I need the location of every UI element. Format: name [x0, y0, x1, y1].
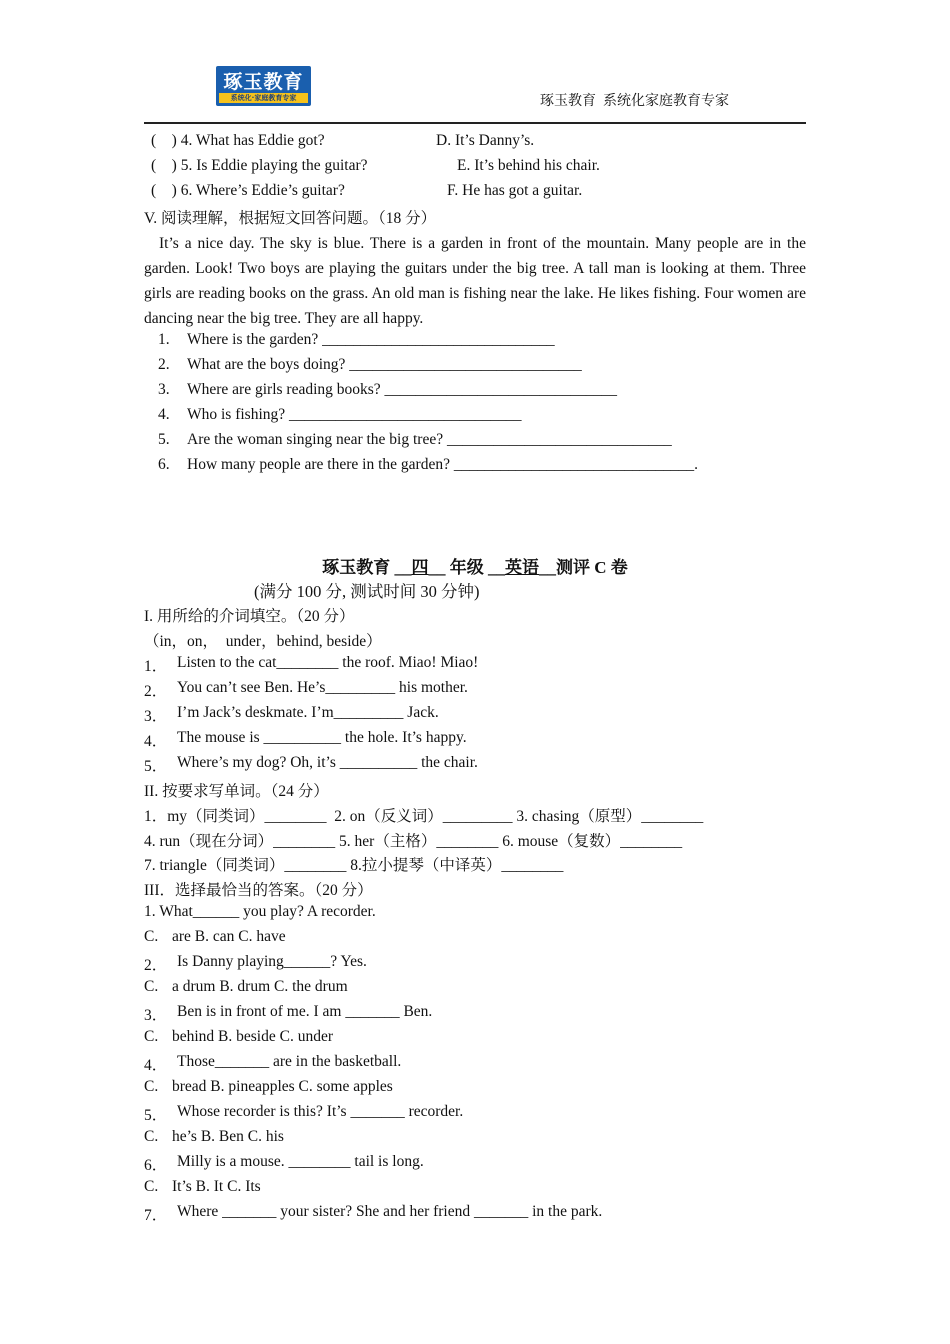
mc-line-text: 1. What______ you play? A recorder.: [144, 903, 376, 920]
section2-heading: II. 按要求写单词。（24 分）: [144, 783, 329, 800]
mc-line-label: C.: [144, 1128, 159, 1145]
grade-value: 四: [411, 558, 429, 577]
section3-heading: III．选择最恰当的答案。（20 分）: [144, 882, 373, 899]
mc-options: he’s B. Ben C. his: [172, 1128, 284, 1145]
match-question: ( ) 4. What has Eddie got?: [151, 132, 325, 149]
item-number: 5．: [144, 758, 168, 775]
mc-line-label: C.: [144, 1028, 159, 1045]
item-text: Listen to the cat________ the roof. Miao! Miao!: [177, 654, 479, 671]
item-number: 4．: [144, 733, 168, 750]
question-text: Where is the garden? ______________________________: [187, 331, 555, 348]
header-tagline: 琢玉教育 系统化家庭教育专家: [540, 94, 729, 109]
question-number: 1.: [158, 331, 170, 348]
reading-passage: It’s a nice day. The sky is blue. There is a garden in front of the mountain. Many people are in the garden. Look! Two boys are playing the guitars under the big tree. A tall man is looking at them. Three girls are reading books on the grass. An old man is fishing near the lake. He likes fishing. Four women are dancing near the big tree. They are all happy.: [144, 235, 806, 327]
word-task-line: 7. triangle（同类词）________ 8.拉小提琴（中译英）________: [144, 857, 564, 874]
word-task-line: 4. run（现在分词）________ 5. her（主格）________ 6. mouse（复数）________: [144, 833, 683, 850]
item-number: 1．: [144, 658, 168, 675]
mc-question: Whose recorder is this? It’s _______ recorder.: [177, 1103, 464, 1120]
mc-line-label: C.: [144, 1178, 159, 1195]
match-answer: F. He has got a guitar.: [447, 182, 583, 199]
item-text: The mouse is __________ the hole. It’s happy.: [177, 729, 467, 746]
mc-line-label: 2．: [144, 957, 168, 974]
question-number: 3.: [158, 381, 170, 398]
mc-line-label: 4．: [144, 1057, 168, 1074]
brand-logo: [216, 66, 311, 106]
mc-question: Milly is a mouse. ________ tail is long.: [177, 1153, 424, 1170]
reading-heading: V. 阅读理解，根据短文回答问题。（18 分）: [144, 210, 437, 227]
question-number: 5.: [158, 431, 170, 448]
mc-options: a drum B. drum C. the drum: [172, 978, 348, 995]
question-text: What are the boys doing? ______________________________: [187, 356, 582, 373]
item-number: 2．: [144, 683, 168, 700]
mc-line-label: C.: [144, 928, 159, 945]
section1-heading: I. 用所给的介词填空。（20 分）: [144, 608, 355, 625]
item-text: I’m Jack’s deskmate. I’m_________ Jack.: [177, 704, 439, 721]
match-question: ( ) 6. Where’s Eddie’s guitar?: [151, 182, 345, 199]
title-post: __测评 C 卷: [538, 558, 628, 577]
logo-subtitle: 系统化·家庭教育专家: [219, 93, 308, 103]
mc-line-label: 3．: [144, 1007, 168, 1024]
logo-text: 琢玉教育: [223, 71, 304, 93]
match-answer: E. It’s behind his chair.: [457, 157, 600, 174]
header-divider: [144, 122, 806, 124]
mc-options: are B. can C. have: [172, 928, 286, 945]
word-bank: （in，on， under，behind, beside）: [144, 633, 382, 650]
mc-options: behind B. beside C. under: [172, 1028, 334, 1045]
match-question: ( ) 5. Is Eddie playing the guitar?: [151, 157, 368, 174]
mc-question: Those_______ are in the basketball.: [177, 1053, 402, 1070]
mc-options: bread B. pineapples C. some apples: [172, 1078, 393, 1095]
mc-line-label: 6．: [144, 1157, 168, 1174]
match-answer: D. It’s Danny’s.: [436, 132, 535, 149]
mc-question: Is Danny playing______? Yes.: [177, 953, 367, 970]
question-number: 2.: [158, 356, 170, 373]
mc-options: It’s B. It C. Its: [172, 1178, 261, 1195]
word-task-line: 1．my（同类词）________ 2. on（反义词）_________ 3. chasing（原型）________: [144, 808, 704, 825]
mc-line-label: 5．: [144, 1107, 168, 1124]
question-text: Who is fishing? ______________________________: [187, 406, 522, 423]
title-pre: 琢玉教育 __: [322, 558, 412, 577]
question-number: 4.: [158, 406, 170, 423]
item-number: 3．: [144, 708, 168, 725]
test-title: [0, 553, 950, 578]
mc-question: Ben is in front of me. I am _______ Ben.: [177, 1003, 433, 1020]
question-number: 6.: [158, 456, 170, 473]
question-text: Where are girls reading books? ______________________________: [187, 381, 618, 398]
mc-question: Where _______ your sister? She and her friend _______ in the park.: [177, 1203, 603, 1220]
test-subtitle: (满分 100 分, 测试时间 30 分钟): [254, 582, 480, 601]
subject-value: 英语: [504, 558, 539, 577]
mc-line-label: C.: [144, 978, 159, 995]
mc-line-label: C.: [144, 1078, 159, 1095]
mc-line-label: 7．: [144, 1207, 168, 1224]
item-text: Where’s my dog? Oh, it’s __________ the chair.: [177, 754, 478, 771]
question-text: Are the woman singing near the big tree? _____________________________: [187, 431, 672, 448]
question-text: How many people are there in the garden? _______________________________.: [187, 456, 698, 473]
title-mid: __ 年级 __: [428, 558, 505, 577]
item-text: You can’t see Ben. He’s_________ his mother.: [177, 679, 468, 696]
